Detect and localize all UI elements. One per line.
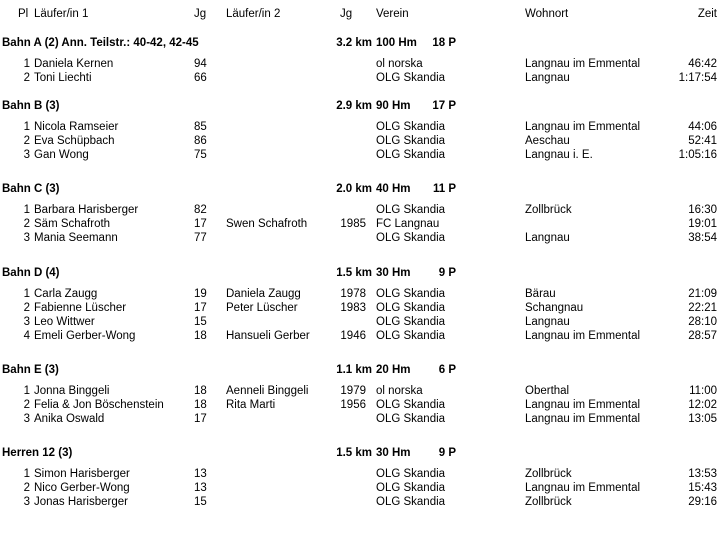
- runner2-name: Hansueli Gerber: [226, 330, 310, 342]
- runner1-name: Leo Wittwer: [34, 316, 95, 328]
- runner1-name: Emeli Gerber-Wong: [34, 330, 136, 342]
- rank: 3: [23, 413, 30, 425]
- runner1-year: 17: [194, 413, 207, 425]
- time: 11:00: [689, 385, 717, 397]
- rank: 1: [23, 385, 30, 397]
- rank: 2: [23, 218, 30, 230]
- group-climb: 20 Hm: [376, 364, 411, 376]
- runner1-year: 18: [194, 330, 207, 342]
- header-laeufer1: Läufer/in 1: [34, 8, 89, 20]
- runner1-name: Barbara Harisberger: [34, 204, 139, 216]
- time: 15:43: [688, 482, 717, 494]
- club: OLG Skandia: [376, 204, 446, 216]
- runner2-year: 1983: [340, 302, 366, 314]
- hometown: Langnau im Emmental: [525, 399, 641, 411]
- hometown: Zollbrück: [525, 468, 572, 480]
- club: OLG Skandia: [376, 121, 446, 133]
- result-row: [0, 301, 717, 315]
- result-row: [0, 495, 717, 509]
- hometown: Langnau im Emmental: [525, 482, 641, 494]
- result-row: [0, 329, 717, 343]
- time: 16:30: [688, 204, 717, 216]
- rank: 3: [23, 149, 30, 161]
- club: OLG Skandia: [376, 468, 446, 480]
- hometown: Langnau im Emmental: [525, 58, 641, 70]
- hometown: Langnau: [525, 232, 570, 244]
- runner1-year: 15: [194, 496, 207, 508]
- group-name: Bahn B (3): [2, 100, 60, 112]
- runner2-name: Peter Lüscher: [226, 302, 298, 314]
- runner1-year: 19: [194, 288, 207, 300]
- runner2-name: Aenneli Binggeli: [226, 385, 309, 397]
- runner1-year: 13: [194, 468, 207, 480]
- header-jg1: Jg: [194, 8, 207, 20]
- group-name: Herren 12 (3): [2, 447, 73, 459]
- result-row: [0, 231, 717, 245]
- runner1-year: 85: [194, 121, 207, 133]
- time: 1:05:16: [678, 149, 717, 161]
- group-points: 9 P: [438, 267, 456, 279]
- result-row: [0, 481, 717, 495]
- runner1-name: Säm Schafroth: [34, 218, 111, 230]
- runner1-name: Jonas Harisberger: [34, 496, 128, 508]
- club: OLG Skandia: [376, 135, 446, 147]
- runner1-year: 86: [194, 135, 207, 147]
- hometown: Aeschau: [525, 135, 570, 147]
- group-name: Bahn E (3): [2, 364, 59, 376]
- rank: 3: [23, 232, 30, 244]
- hometown: Zollbrück: [525, 204, 572, 216]
- result-row: [0, 120, 717, 134]
- group-header: [0, 36, 717, 50]
- rank: 4: [23, 330, 30, 342]
- runner1-name: Simon Harisberger: [34, 468, 130, 480]
- hometown: Langnau im Emmental: [525, 413, 641, 425]
- runner1-name: Jonna Binggeli: [34, 385, 110, 397]
- runner1-year: 66: [194, 72, 207, 84]
- result-row: [0, 287, 717, 301]
- runner1-name: Anika Oswald: [34, 413, 105, 425]
- runner1-name: Toni Liechti: [34, 72, 92, 84]
- hometown: Langnau: [525, 316, 570, 328]
- header-row: [0, 7, 717, 21]
- rank: 2: [23, 302, 30, 314]
- club: ol norska: [376, 58, 423, 70]
- runner2-year: 1979: [340, 385, 366, 397]
- time: 1:17:54: [678, 72, 717, 84]
- club: FC Langnau: [376, 218, 440, 230]
- group-name: Bahn C (3): [2, 183, 60, 195]
- club: OLG Skandia: [376, 399, 446, 411]
- result-row: [0, 467, 717, 481]
- runner1-name: Gan Wong: [34, 149, 89, 161]
- club: OLG Skandia: [376, 496, 446, 508]
- result-row: [0, 217, 717, 231]
- runner2-year: 1946: [340, 330, 366, 342]
- hometown: Zollbrück: [525, 496, 572, 508]
- result-row: [0, 203, 717, 217]
- result-row: [0, 398, 717, 412]
- runner1-year: 77: [194, 232, 207, 244]
- rank: 2: [23, 399, 30, 411]
- runner1-year: 13: [194, 482, 207, 494]
- rank: 1: [23, 288, 30, 300]
- runner1-year: 82: [194, 204, 207, 216]
- hometown: Langnau: [525, 72, 570, 84]
- group-climb: 40 Hm: [376, 183, 411, 195]
- runner1-year: 17: [194, 302, 207, 314]
- runner1-year: 15: [194, 316, 207, 328]
- group-distance: 2.9 km: [336, 100, 372, 112]
- club: OLG Skandia: [376, 288, 446, 300]
- group-distance: 1.1 km: [336, 364, 372, 376]
- group-name: Bahn A (2) Ann. Teilstr.: 40-42, 42-45: [2, 37, 199, 49]
- hometown: Schangnau: [525, 302, 584, 314]
- club: OLG Skandia: [376, 316, 446, 328]
- runner2-name: Swen Schafroth: [226, 218, 308, 230]
- group-distance: 1.5 km: [336, 267, 372, 279]
- time: 38:54: [688, 232, 717, 244]
- club: OLG Skandia: [376, 149, 446, 161]
- time: 22:21: [688, 302, 717, 314]
- hometown: Bärau: [525, 288, 556, 300]
- time: 28:57: [688, 330, 717, 342]
- time: 13:53: [688, 468, 717, 480]
- header-wohnort: Wohnort: [525, 8, 569, 20]
- runner2-name: Rita Marti: [226, 399, 276, 411]
- rank: 1: [23, 58, 30, 70]
- group-points: 18 P: [432, 37, 456, 49]
- time: 44:06: [688, 121, 717, 133]
- result-row: [0, 412, 717, 426]
- runner1-name: Carla Zaugg: [34, 288, 98, 300]
- group-points: 6 P: [438, 364, 456, 376]
- runner2-name: Daniela Zaugg: [226, 288, 301, 300]
- runner1-year: 94: [194, 58, 207, 70]
- runner1-year: 17: [194, 218, 207, 230]
- group-header: [0, 99, 717, 113]
- rank: 2: [23, 72, 30, 84]
- club: OLG Skandia: [376, 330, 446, 342]
- group-header: [0, 266, 717, 280]
- runner1-name: Fabienne Lüscher: [34, 302, 127, 314]
- hometown: Langnau im Emmental: [525, 330, 641, 342]
- rank: 1: [23, 121, 30, 133]
- rank: 3: [23, 316, 30, 328]
- club: OLG Skandia: [376, 482, 446, 494]
- time: 28:10: [688, 316, 717, 328]
- result-row: [0, 57, 717, 71]
- group-distance: 3.2 km: [336, 37, 372, 49]
- runner1-name: Felia & Jon Böschenstein: [34, 399, 164, 411]
- group-points: 11 P: [432, 183, 456, 195]
- time: 29:16: [688, 496, 717, 508]
- group-climb: 100 Hm: [376, 37, 417, 49]
- rank: 2: [23, 482, 30, 494]
- runner1-name: Daniela Kernen: [34, 58, 114, 70]
- result-row: [0, 71, 717, 85]
- runner2-year: 1978: [340, 288, 366, 300]
- group-climb: 90 Hm: [376, 100, 411, 112]
- club: OLG Skandia: [376, 72, 446, 84]
- runner1-name: Mania Seemann: [34, 232, 118, 244]
- time: 13:05: [688, 413, 717, 425]
- rank: 1: [23, 468, 30, 480]
- group-header: [0, 446, 717, 460]
- runner1-name: Nicola Ramseier: [34, 121, 119, 133]
- group-header: [0, 182, 717, 196]
- group-points: 9 P: [438, 447, 456, 459]
- time: 52:41: [688, 135, 717, 147]
- time: 21:09: [688, 288, 717, 300]
- group-distance: 2.0 km: [336, 183, 372, 195]
- result-row: [0, 134, 717, 148]
- club: OLG Skandia: [376, 413, 446, 425]
- result-row: [0, 148, 717, 162]
- header-pl: Pl: [18, 8, 29, 20]
- club: OLG Skandia: [376, 302, 446, 314]
- runner1-year: 18: [194, 399, 207, 411]
- group-points: 17 P: [432, 100, 456, 112]
- runner1-name: Nico Gerber-Wong: [34, 482, 130, 494]
- runner1-year: 75: [194, 149, 207, 161]
- group-name: Bahn D (4): [2, 267, 60, 279]
- hometown: Oberthal: [525, 385, 570, 397]
- hometown: Langnau i. E.: [525, 149, 593, 161]
- group-climb: 30 Hm: [376, 447, 411, 459]
- rank: 2: [23, 135, 30, 147]
- club: ol norska: [376, 385, 423, 397]
- runner1-name: Eva Schüpbach: [34, 135, 115, 147]
- time: 46:42: [688, 58, 717, 70]
- rank: 1: [23, 204, 30, 216]
- time: 19:01: [688, 218, 717, 230]
- runner1-year: 18: [194, 385, 207, 397]
- result-row: [0, 384, 717, 398]
- rank: 3: [23, 496, 30, 508]
- group-header: [0, 363, 717, 377]
- result-row: [0, 315, 717, 329]
- header-jg2: Jg: [340, 8, 353, 20]
- group-climb: 30 Hm: [376, 267, 411, 279]
- header-laeufer2: Läufer/in 2: [226, 8, 281, 20]
- runner2-year: 1985: [340, 218, 366, 230]
- time: 12:02: [688, 399, 717, 411]
- group-distance: 1.5 km: [336, 447, 372, 459]
- hometown: Langnau im Emmental: [525, 121, 641, 133]
- runner2-year: 1956: [340, 399, 366, 411]
- header-zeit: Zeit: [697, 8, 717, 20]
- header-verein: Verein: [376, 8, 409, 20]
- club: OLG Skandia: [376, 232, 446, 244]
